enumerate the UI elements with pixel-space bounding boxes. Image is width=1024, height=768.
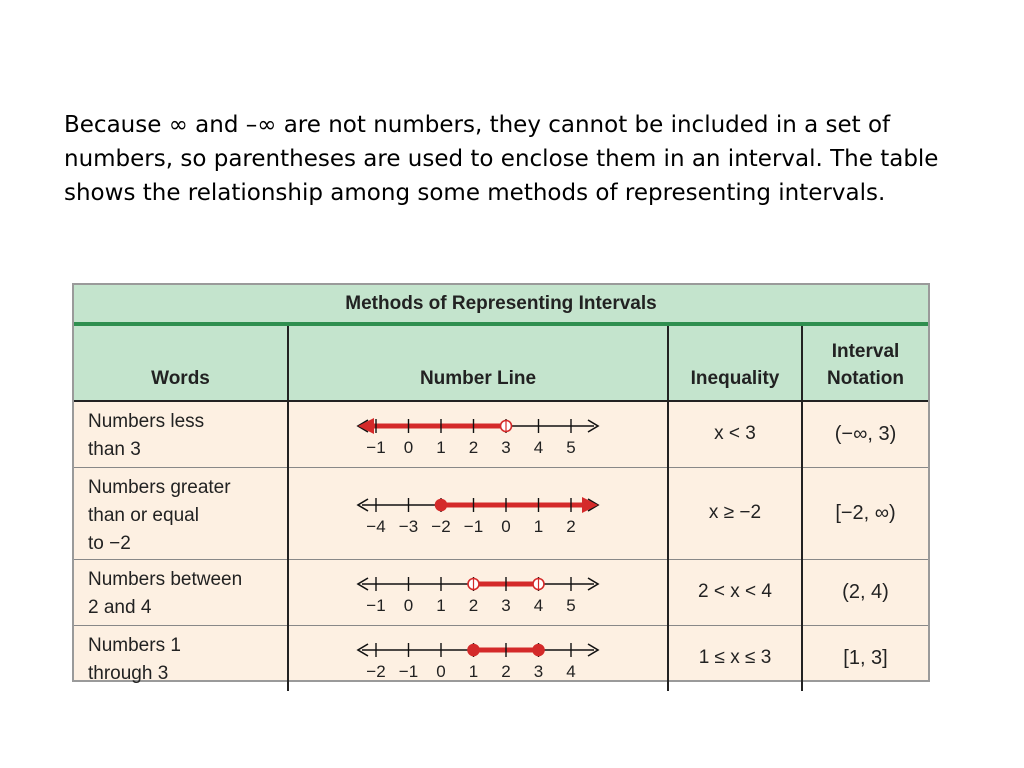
tick-label: −2 — [431, 517, 451, 536]
tick-label: −3 — [398, 517, 419, 536]
row-words-line: Numbers less — [88, 411, 205, 432]
row-words — [74, 559, 288, 625]
tick-label: 4 — [533, 596, 544, 615]
header-interval-notation — [802, 324, 928, 401]
table-title: Methods of Representing Intervals — [74, 285, 928, 324]
tick-label: 4 — [533, 438, 544, 458]
row-words-line: through 3 — [88, 662, 169, 684]
table-row — [74, 467, 928, 559]
table-row — [74, 559, 928, 625]
row-words-line: Numbers 1 — [88, 634, 181, 656]
tick-label: 0 — [501, 517, 511, 536]
number-line-graph — [348, 408, 608, 460]
row-inequality: x ≥ −2 — [668, 467, 802, 559]
row-interval-notation: [1, 3] — [843, 646, 888, 669]
number-line-graph — [348, 566, 608, 618]
closed-endpoint — [533, 645, 544, 656]
tick-label: 1 — [436, 596, 446, 615]
row-number-line — [288, 467, 668, 559]
tick-label: −1 — [398, 662, 419, 682]
tick-label: 2 — [501, 662, 511, 682]
tick-label: 3 — [501, 438, 511, 458]
intro-paragraph: Because ∞ and –∞ are not numbers, they cannot be included in a set of numbers, so parentheses are used to enclose them in an interval. The table shows the relationship among some methods of representing intervals. — [64, 112, 939, 206]
tick-label: 2 — [566, 517, 576, 536]
header-interval-line1: Interval — [831, 341, 900, 362]
row-inequality: 2 < x < 4 — [668, 559, 802, 625]
row-interval-notation: (−∞, 3) — [802, 401, 928, 467]
row-number-line — [288, 559, 668, 625]
tick-label: 3 — [501, 596, 511, 615]
tick-label: −1 — [366, 596, 386, 615]
tick-label: 4 — [566, 662, 576, 682]
tick-label: −1 — [366, 438, 386, 458]
tick-label: 1 — [468, 662, 479, 682]
tick-label: 1 — [436, 438, 446, 458]
header-number-line: Number Line — [288, 324, 668, 401]
tick-label: −2 — [366, 662, 386, 682]
row-words-line: than 3 — [88, 439, 141, 460]
row-words — [74, 625, 288, 691]
number-line-graph — [348, 632, 608, 684]
table-row — [74, 401, 928, 467]
tick-label: 0 — [403, 596, 414, 615]
tick-label: −4 — [366, 517, 386, 536]
row-interval-notation: (2, 4) — [802, 559, 928, 625]
row-words — [74, 467, 288, 559]
tick-label: 5 — [566, 596, 576, 615]
intervals-table — [72, 283, 930, 682]
header-inequality: Inequality — [668, 324, 802, 401]
row-inequality: x < 3 — [668, 401, 802, 467]
table-row — [74, 625, 928, 691]
row-words-line: than or equal — [88, 504, 199, 526]
header-interval-line2: Notation — [826, 368, 905, 389]
closed-endpoint — [436, 500, 447, 511]
row-words — [74, 401, 288, 467]
number-line-graph — [348, 487, 608, 539]
header-words: Words — [74, 324, 288, 401]
row-number-line — [288, 401, 668, 467]
tick-label: 2 — [468, 438, 479, 458]
tick-label: 5 — [566, 438, 576, 458]
tick-label: 0 — [436, 662, 446, 682]
tick-label: 0 — [403, 438, 414, 458]
closed-endpoint — [468, 645, 479, 656]
tick-label: 3 — [533, 662, 544, 682]
tick-label: −1 — [463, 517, 484, 536]
row-words-line: Numbers between — [88, 568, 243, 590]
tick-label: 1 — [533, 517, 544, 536]
row-interval-notation: [−2, ∞) — [802, 467, 928, 559]
row-words-line: Numbers greater — [88, 476, 231, 498]
row-words-line: 2 and 4 — [88, 596, 152, 618]
row-number-line — [288, 625, 668, 691]
row-inequality: 1 ≤ x ≤ 3 — [668, 625, 802, 691]
row-words-line: to −2 — [88, 532, 131, 554]
tick-label: 2 — [468, 596, 479, 615]
